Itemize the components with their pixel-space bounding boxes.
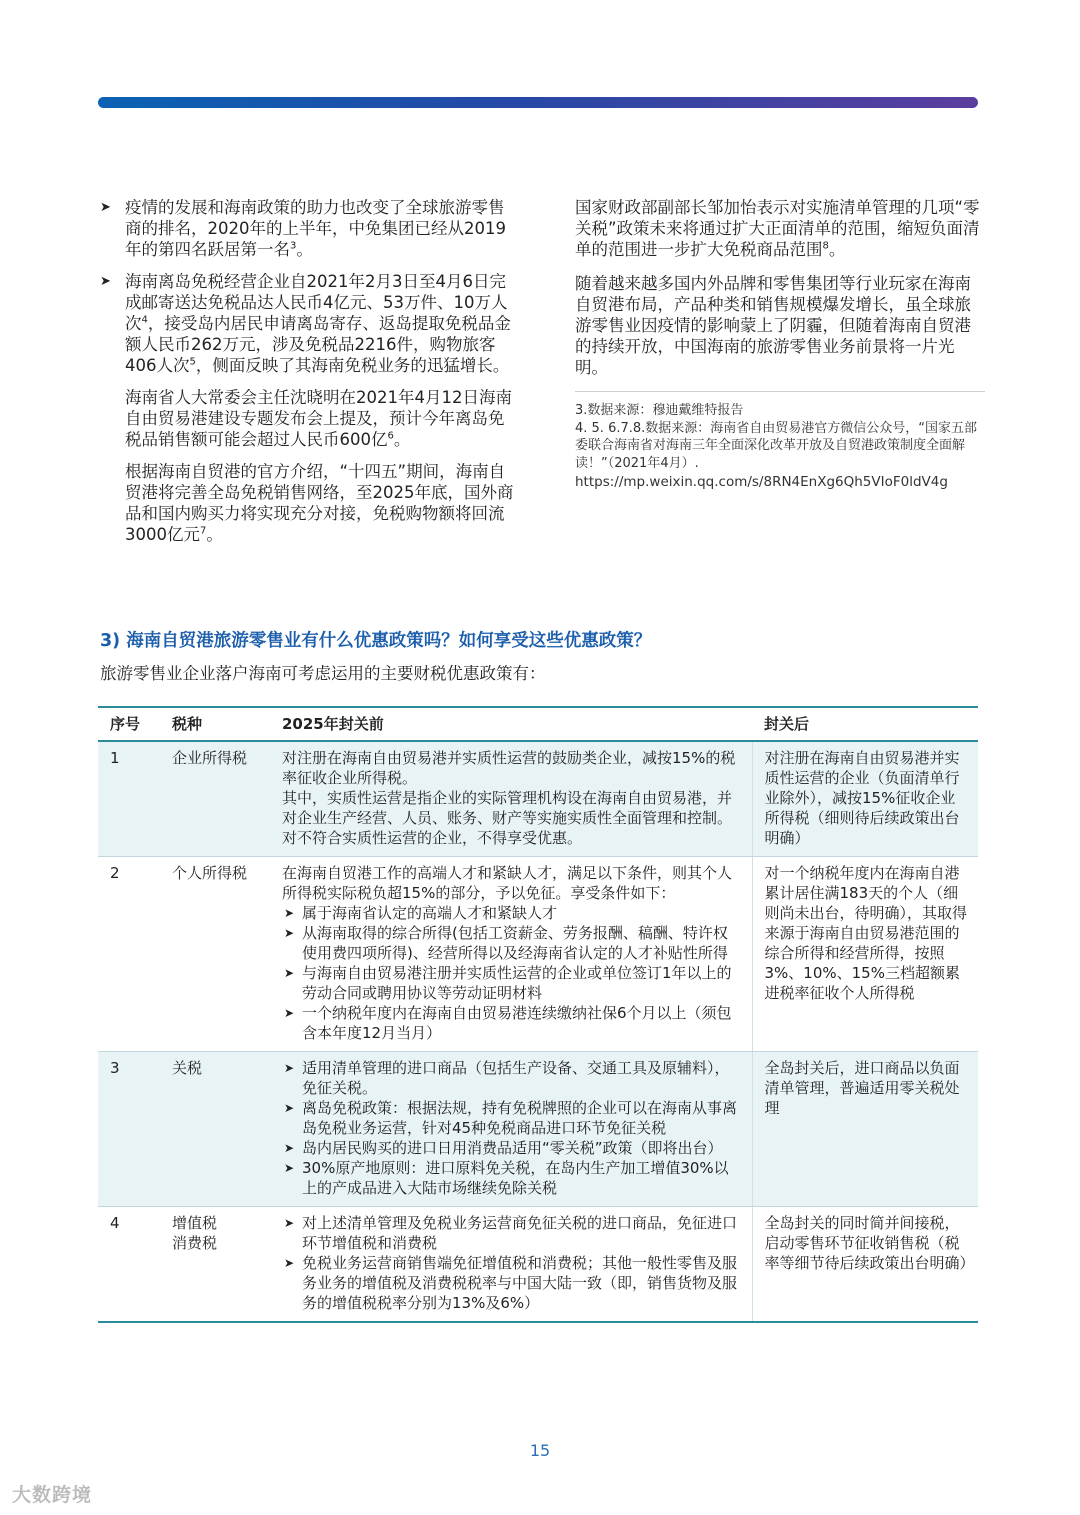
right-column [575,197,985,492]
arrow-bullet-icon: ➤ [284,1006,295,1020]
section-title: 3) 海南自贸港旅游零售业有什么优惠政策吗？如何享受这些优惠政策？ [100,631,652,651]
row-after: 全岛封关的同时简并间接税，启动零售环节征收销售税（税率等细节待后续政策出台明确） [752,1207,978,1323]
row-before: 对注册在海南自由贸易港并实质性运营的鼓励类企业，减按15%的税率征收企业所得税。 其中，实质性运营是指企业的实际管理机构设在海南自由贸易港，并对企业生产经营、人员、账务、财产等实施实质性全面管理和控制。对不符合实质性运营的企业，不得享受优惠。 [270,741,752,857]
paragraph-five-year-plan: 根据海南自贸港的官方介绍，“十四五”期间，海南自贸港将完善全岛免税销售网络，至2025年底，国外商品和国内购买力将实现充分对接，免税购物额将回流3000亿元$^7$。 [125,462,514,544]
paragraph-zero-tariff: 国家财政部副部长邹加怡表示对实施清单管理的几项“零关税”政策未来将通过扩大正面清单的范围，缩短负面清单的范围进一步扩大免税商品范围$^8$。 [575,198,980,259]
watermark-logo: 大数跨境 [12,1484,93,1506]
row-num: 2 [98,857,160,1052]
header-after: 封关后 [752,707,978,741]
row-before: 在海南自贸港工作的高端人才和紧缺人才，满足以下条件，则其个人所得税实际税负超15%的部分，予以免征。享受条件如下： ➤ 属于海南省认定的高端人才和紧缺人才 ➤ 从海南取得的综合所得(包括工资薪金、劳务报酬、稿酬、特许权使用费四项所得)、经营所得以及经海南省认定的人才补贴性所得 ➤ 与海南自由贸易港注册并实质性运营的企业或单位签订1年以上的劳动合同或聘用协议等劳动证明材料 ➤ 一个纳税年度内在海南自由贸易港连续缴纳社保6个月以上（须包含本年度12月当月） [270,857,752,1052]
row-num: 1 [98,741,160,857]
page-number: 15 [529,1441,551,1460]
table-row-vat-consumption [98,1207,978,1323]
footnote-4-8: 4. 5. 6.7.8.数据来源：海南省自由贸易港官方微信公众号，“国家五部委联合海南省对海南三年全面深化改革开放及自贸港政策制度全面解读！”（2021年4月）. [575,420,978,471]
left-column [100,197,520,556]
top-accent-bar [98,97,978,108]
arrow-bullet-icon: ➤ [284,1256,295,1270]
table-row-customs-duty [98,1052,978,1207]
tax-policy-table [98,706,978,1323]
table-header-row [98,707,978,741]
row-tax: 关税 [160,1052,270,1207]
row-after: 对一个纳税年度内在海南自港累计居住满183天的个人（细则尚未出台，待明确），其取得来源于海南自由贸易港范围的综合所得和经营所得，按照3%、10%、15%三档超额累进税率征收个人所得税 [752,857,978,1052]
header-before: 2025年封关前 [270,707,752,741]
arrow-bullet-icon: ➤ [284,1061,295,1075]
row-before: ➤ 适用清单管理的进口商品（包括生产设备、交通工具及原辅料），免征关税。 ➤ 离岛免税政策：根据法规，持有免税牌照的企业可以在海南从事离岛免税业务运营，针对45种免税商品进口环节免征关税 ➤ 岛内居民购买的进口日用消费品适用“零关税”政策（即将出台） ➤ 30%原产地原则：进口原料免关税，在岛内生产加工增值30%以上的产成品进入大陆市场继续免除关税 [270,1052,752,1207]
footnotes [575,391,985,492]
paragraph-sales-forecast: 海南省人大常委会主任沈晓明在2021年4月12日海南自由贸易港建设专题发布会上提及，预计今年离岛免税品销售额可能会超过人民币600亿$^6$。 [125,388,512,449]
arrow-bullet-icon: ➤ [284,906,295,920]
arrow-bullet-icon: ➤ [284,926,295,940]
row-tax: 个人所得税 [160,857,270,1052]
arrow-bullet-icon: ➤ [284,1101,295,1115]
row-after: 对注册在海南自由贸易港并实质性运营的企业（负面清单行业除外），减按15%征收企业所得税（细则待后续政策出台明确） [752,741,978,857]
footnote-3: 3.数据来源：穆迪戴维特报告 [575,403,744,418]
row-before: ➤ 对上述清单管理及免税业务运营商免征关税的进口商品，免征进口环节增值税和消费税 ➤ 免税业务运营商销售端免征增值税和消费税；其他一般性零售及服务业务的增值税及消费税税率与中国大陆一致（即，销售货物及服务的增值税税率分别为13%及6%） [270,1207,752,1323]
header-num: 序号 [98,707,160,741]
header-tax: 税种 [160,707,270,741]
arrow-bullet-icon: ➤ [100,200,111,215]
row-tax: 企业所得税 [160,741,270,857]
arrow-bullet-icon: ➤ [284,1216,295,1230]
table-row-corporate-tax [98,741,978,857]
table-row-personal-tax [98,857,978,1052]
bullet-dutyfree-growth: ➤ 海南离岛免税经营企业自2021年2月3日至4月6日完成邮寄送达免税品达人民币4亿元、53万件、10万人次$^4$，接受岛内居民申请离岛寄存、返岛提取免税品金额人民币262万元，涉及免税品2216件，购物旅客406人次$^5$，侧面反映了其海南免税业务的迅猛增长。 [100,272,511,375]
arrow-bullet-icon: ➤ [100,274,111,289]
arrow-bullet-icon: ➤ [284,1141,295,1155]
row-after: 全岛封关后，进口商品以负面清单管理，普遍适用零关税处理 [752,1052,978,1207]
section-subtitle: 旅游零售业企业落户海南可考虑运用的主要财税优惠政策有： [100,664,546,683]
arrow-bullet-icon: ➤ [284,1161,295,1175]
arrow-bullet-icon: ➤ [284,966,295,980]
row-num: 4 [98,1207,160,1323]
footnote-url-link[interactable]: https://mp.weixin.qq.com/s/8RN4EnXg6Qh5VIoF0ldV4g [575,474,948,490]
paragraph-outlook: 随着越来越多国内外品牌和零售集团等行业玩家在海南自贸港布局，产品种类和销售规模爆发增长，虽全球旅游零售业因疫情的影响蒙上了阴霾，但随着海南自贸港的持续开放，中国海南的旅游零售业务前景将一片光明。 [575,274,971,377]
row-num: 3 [98,1052,160,1207]
row-tax: 增值税 消费税 [160,1207,270,1323]
bullet-ranking: ➤ 疫情的发展和海南政策的助力也改变了全球旅游零售商的排名，2020年的上半年，中免集团已经从2019年的第四名跃居第一名$^3$。 [100,198,506,259]
